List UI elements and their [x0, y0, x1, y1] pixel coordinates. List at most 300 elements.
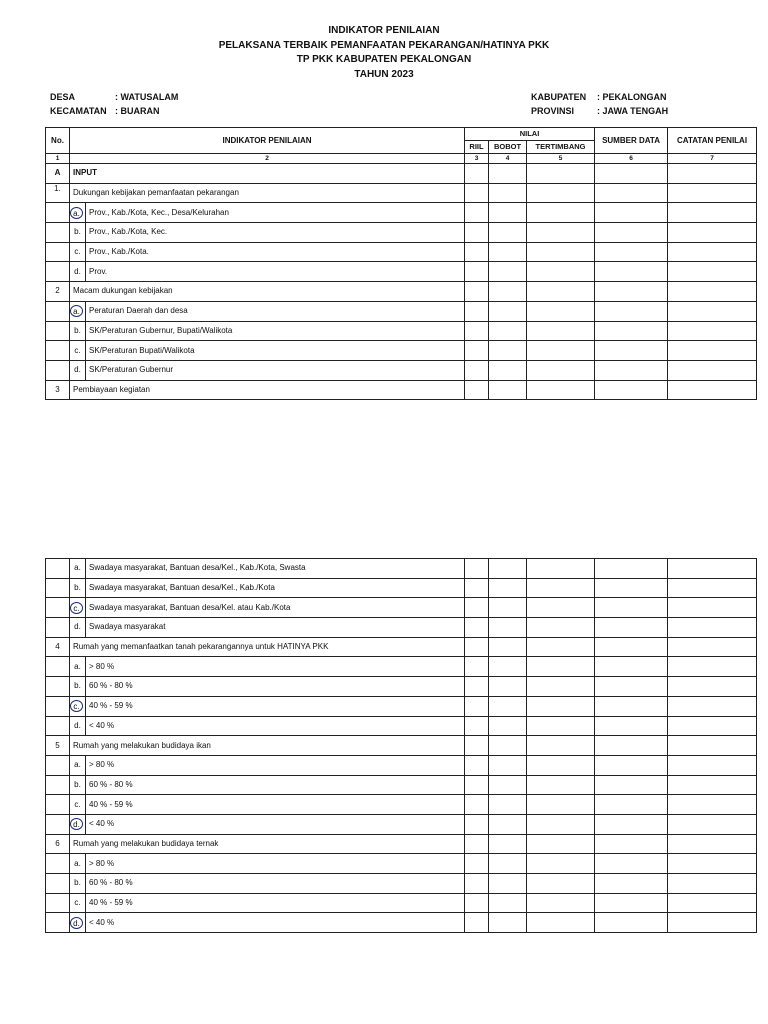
col-nilai-header: NILAI [465, 128, 595, 141]
col-number: 4 [489, 154, 527, 164]
option-row [46, 913, 757, 933]
catatan-cell[interactable] [668, 262, 757, 282]
question-text: Rumah yang memanfaatkan tanah pekarangannya untuk HATINYA PKK [70, 637, 465, 657]
catatan-cell[interactable] [668, 321, 757, 341]
option-text: SK/Peraturan Gubernur, Bupati/Walikota [86, 321, 465, 341]
col-bobot-header: BOBOT [489, 141, 527, 154]
option-spacer [46, 893, 70, 913]
catatan-cell[interactable] [668, 282, 757, 302]
sumber-cell[interactable] [595, 321, 668, 341]
question-no: 5 [46, 736, 70, 756]
option-spacer [46, 242, 70, 262]
option-text: 40 % - 59 % [86, 795, 465, 815]
option-spacer [46, 874, 70, 894]
bobot-cell[interactable] [489, 183, 527, 203]
tertimbang-cell[interactable] [527, 775, 595, 795]
bobot-cell[interactable] [489, 360, 527, 380]
option-row [46, 775, 757, 795]
option-row [46, 814, 757, 834]
question-no: 1. [46, 183, 70, 203]
catatan-cell[interactable] [668, 242, 757, 262]
option-spacer [46, 360, 70, 380]
catatan-cell[interactable] [668, 874, 757, 894]
riil-cell[interactable] [465, 657, 489, 677]
bobot-cell[interactable] [489, 164, 527, 184]
section-no: A [46, 164, 70, 184]
option-letter: a. [70, 755, 86, 775]
sumber-cell[interactable] [595, 578, 668, 598]
bobot-cell[interactable] [489, 716, 527, 736]
option-row [46, 696, 757, 716]
catatan-cell[interactable] [668, 578, 757, 598]
meta-left [50, 90, 178, 118]
sumber-cell[interactable] [595, 341, 668, 361]
option-letter: b. [70, 775, 86, 795]
option-letter: c. [70, 242, 86, 262]
selection-circle-icon: a. [70, 305, 83, 317]
riil-cell[interactable] [465, 360, 489, 380]
bobot-cell[interactable] [489, 223, 527, 243]
desa-label: DESA [50, 92, 76, 102]
option-row [46, 598, 757, 618]
desa-value: : WATUSALAM [115, 92, 179, 102]
selection-circle-icon: c. [70, 602, 83, 614]
question-row [46, 282, 757, 302]
sumber-cell[interactable] [595, 854, 668, 874]
tertimbang-cell[interactable] [527, 913, 595, 933]
catatan-cell[interactable] [668, 559, 757, 579]
option-spacer [46, 262, 70, 282]
tertimbang-cell[interactable] [527, 657, 595, 677]
option-spacer [46, 657, 70, 677]
option-spacer [46, 618, 70, 638]
option-letter: b. [70, 321, 86, 341]
option-spacer [46, 578, 70, 598]
riil-cell[interactable] [465, 262, 489, 282]
option-row [46, 657, 757, 677]
option-spacer [46, 716, 70, 736]
selection-circle-icon: d. [70, 818, 83, 830]
riil-cell[interactable] [465, 736, 489, 756]
riil-cell[interactable] [465, 282, 489, 302]
catatan-cell[interactable] [668, 854, 757, 874]
option-letter [70, 913, 86, 933]
kabupaten-label: KABUPATEN [531, 92, 587, 102]
option-letter [70, 598, 86, 618]
question-text: Dukungan kebijakan pemanfaatan pekarangan [70, 183, 465, 203]
option-text: Swadaya masyarakat, Bantuan desa/Kel., Kab./Kota [86, 578, 465, 598]
option-letter: d. [70, 618, 86, 638]
tertimbang-cell[interactable] [527, 321, 595, 341]
col-no-header: No. [46, 128, 70, 154]
catatan-cell[interactable] [668, 301, 757, 321]
title-line-3: TP PKK KABUPATEN PEKALONGAN [296, 54, 472, 65]
tertimbang-cell[interactable] [527, 559, 595, 579]
sumber-cell[interactable] [595, 834, 668, 854]
bobot-cell[interactable] [489, 874, 527, 894]
catatan-cell[interactable] [668, 341, 757, 361]
sumber-cell[interactable] [595, 282, 668, 302]
catatan-cell[interactable] [668, 380, 757, 400]
option-row [46, 578, 757, 598]
col-indikator-header: INDIKATOR PENILAIAN [70, 128, 465, 154]
bobot-cell[interactable] [489, 677, 527, 697]
catatan-cell[interactable] [668, 913, 757, 933]
bobot-cell[interactable] [489, 618, 527, 638]
tertimbang-cell[interactable] [527, 696, 595, 716]
riil-cell[interactable] [465, 321, 489, 341]
riil-cell[interactable] [465, 578, 489, 598]
tertimbang-cell[interactable] [527, 262, 595, 282]
catatan-cell[interactable] [668, 677, 757, 697]
sumber-cell[interactable] [595, 262, 668, 282]
sumber-cell[interactable] [595, 223, 668, 243]
bobot-cell[interactable] [489, 203, 527, 223]
tertimbang-cell[interactable] [527, 203, 595, 223]
col-number: 6 [595, 154, 668, 164]
sumber-cell[interactable] [595, 677, 668, 697]
bobot-cell[interactable] [489, 637, 527, 657]
option-text: SK/Peraturan Bupati/Walikota [86, 341, 465, 361]
option-text: 60 % - 80 % [86, 677, 465, 697]
option-spacer [46, 677, 70, 697]
bobot-cell[interactable] [489, 282, 527, 302]
sumber-cell[interactable] [595, 618, 668, 638]
riil-cell[interactable] [465, 834, 489, 854]
option-spacer [46, 696, 70, 716]
sumber-cell[interactable] [595, 360, 668, 380]
option-text: 40 % - 59 % [86, 893, 465, 913]
option-row [46, 716, 757, 736]
tertimbang-cell[interactable] [527, 814, 595, 834]
option-spacer [46, 223, 70, 243]
riil-cell[interactable] [465, 301, 489, 321]
assessment-table-page1 [45, 127, 757, 400]
bobot-cell[interactable] [489, 834, 527, 854]
catatan-cell[interactable] [668, 360, 757, 380]
option-row [46, 874, 757, 894]
col-number: 5 [527, 154, 595, 164]
bobot-cell[interactable] [489, 913, 527, 933]
option-text: > 80 % [86, 755, 465, 775]
title-line-1: INDIKATOR PENILAIAN [328, 25, 440, 36]
riil-cell[interactable] [465, 814, 489, 834]
sumber-cell[interactable] [595, 559, 668, 579]
riil-cell[interactable] [465, 755, 489, 775]
option-text: Prov., Kab./Kota, Kec., Desa/Kelurahan [86, 203, 465, 223]
sumber-cell[interactable] [595, 598, 668, 618]
tertimbang-cell[interactable] [527, 282, 595, 302]
col-number: 3 [465, 154, 489, 164]
col-number: 2 [70, 154, 465, 164]
sumber-cell[interactable] [595, 814, 668, 834]
sumber-cell[interactable] [595, 380, 668, 400]
assessment-table-page2 [45, 558, 757, 933]
option-letter: d. [70, 262, 86, 282]
option-text: Swadaya masyarakat [86, 618, 465, 638]
riil-cell[interactable] [465, 696, 489, 716]
riil-cell[interactable] [465, 559, 489, 579]
bobot-cell[interactable] [489, 657, 527, 677]
tertimbang-cell[interactable] [527, 242, 595, 262]
tertimbang-cell[interactable] [527, 380, 595, 400]
bobot-cell[interactable] [489, 814, 527, 834]
bobot-cell[interactable] [489, 262, 527, 282]
col-sumber-header: SUMBER DATA [595, 128, 668, 154]
tertimbang-cell[interactable] [527, 893, 595, 913]
sumber-cell[interactable] [595, 716, 668, 736]
riil-cell[interactable] [465, 223, 489, 243]
tertimbang-cell[interactable] [527, 834, 595, 854]
option-text: < 40 % [86, 716, 465, 736]
riil-cell[interactable] [465, 874, 489, 894]
tertimbang-cell[interactable] [527, 183, 595, 203]
riil-cell[interactable] [465, 203, 489, 223]
catatan-cell[interactable] [668, 893, 757, 913]
bobot-cell[interactable] [489, 854, 527, 874]
option-spacer [46, 795, 70, 815]
option-text: < 40 % [86, 814, 465, 834]
option-text: < 40 % [86, 913, 465, 933]
section-label: INPUT [70, 164, 465, 184]
catatan-cell[interactable] [668, 223, 757, 243]
sumber-cell[interactable] [595, 301, 668, 321]
tertimbang-cell[interactable] [527, 578, 595, 598]
sumber-cell[interactable] [595, 183, 668, 203]
bobot-cell[interactable] [489, 341, 527, 361]
option-row [46, 242, 757, 262]
riil-cell[interactable] [465, 893, 489, 913]
tertimbang-cell[interactable] [527, 223, 595, 243]
option-letter: d. [70, 360, 86, 380]
option-text: Prov., Kab./Kota, Kec. [86, 223, 465, 243]
sumber-cell[interactable] [595, 637, 668, 657]
tertimbang-cell[interactable] [527, 755, 595, 775]
catatan-cell[interactable] [668, 183, 757, 203]
riil-cell[interactable] [465, 598, 489, 618]
selection-circle-icon: c. [70, 700, 83, 712]
option-letter: b. [70, 677, 86, 697]
kecamatan-label: KECAMATAN [50, 106, 107, 116]
question-no: 6 [46, 834, 70, 854]
catatan-cell[interactable] [668, 598, 757, 618]
meta-right [531, 90, 668, 118]
riil-cell[interactable] [465, 637, 489, 657]
tertimbang-cell[interactable] [527, 618, 595, 638]
sumber-cell[interactable] [595, 164, 668, 184]
bobot-cell[interactable] [489, 559, 527, 579]
col-riil-header: RIIL [465, 141, 489, 154]
sumber-cell[interactable] [595, 657, 668, 677]
question-row [46, 834, 757, 854]
sumber-cell[interactable] [595, 242, 668, 262]
sumber-cell[interactable] [595, 696, 668, 716]
riil-cell[interactable] [465, 795, 489, 815]
catatan-cell[interactable] [668, 736, 757, 756]
bobot-cell[interactable] [489, 598, 527, 618]
question-text: Rumah yang melakukan budidaya ternak [70, 834, 465, 854]
catatan-cell[interactable] [668, 795, 757, 815]
riil-cell[interactable] [465, 716, 489, 736]
riil-cell[interactable] [465, 380, 489, 400]
option-row [46, 360, 757, 380]
sumber-cell[interactable] [595, 893, 668, 913]
bobot-cell[interactable] [489, 893, 527, 913]
question-row [46, 637, 757, 657]
catatan-cell[interactable] [668, 755, 757, 775]
col-number: 7 [668, 154, 757, 164]
tertimbang-cell[interactable] [527, 854, 595, 874]
option-row [46, 203, 757, 223]
option-spacer [46, 854, 70, 874]
bobot-cell[interactable] [489, 242, 527, 262]
bobot-cell[interactable] [489, 578, 527, 598]
sumber-cell[interactable] [595, 874, 668, 894]
riil-cell[interactable] [465, 775, 489, 795]
title-line-4: TAHUN 2023 [354, 68, 414, 80]
title-line-2: PELAKSANA TERBAIK PEMANFAATAN PEKARANGAN/HATINYA PKK [218, 39, 550, 51]
riil-cell[interactable] [465, 913, 489, 933]
option-spacer [46, 598, 70, 618]
option-text: 40 % - 59 % [86, 696, 465, 716]
option-text: > 80 % [86, 854, 465, 874]
column-number-row [46, 154, 757, 164]
option-letter [70, 301, 86, 321]
option-letter: d. [70, 716, 86, 736]
tertimbang-cell[interactable] [527, 341, 595, 361]
option-row [46, 795, 757, 815]
bobot-cell[interactable] [489, 696, 527, 716]
catatan-cell[interactable] [668, 716, 757, 736]
option-letter: a. [70, 559, 86, 579]
option-spacer [46, 341, 70, 361]
catatan-cell[interactable] [668, 814, 757, 834]
option-text: Prov., Kab./Kota. [86, 242, 465, 262]
option-spacer [46, 559, 70, 579]
catatan-cell[interactable] [668, 618, 757, 638]
riil-cell[interactable] [465, 854, 489, 874]
tertimbang-cell[interactable] [527, 716, 595, 736]
bobot-cell[interactable] [489, 795, 527, 815]
provinsi-value: : JAWA TENGAH [597, 106, 669, 116]
tertimbang-cell[interactable] [527, 637, 595, 657]
col-tertimbang-header: TERTIMBANG [527, 141, 595, 154]
kabupaten-value: : PEKALONGAN [597, 92, 667, 102]
question-text: Macam dukungan kebijakan [70, 282, 465, 302]
option-letter [70, 203, 86, 223]
kecamatan-value: : BUARAN [115, 106, 160, 116]
tertimbang-cell[interactable] [527, 301, 595, 321]
option-spacer [46, 913, 70, 933]
tertimbang-cell[interactable] [527, 598, 595, 618]
tertimbang-cell[interactable] [527, 164, 595, 184]
bobot-cell[interactable] [489, 301, 527, 321]
option-letter: b. [70, 874, 86, 894]
option-row [46, 223, 757, 243]
question-no: 2 [46, 282, 70, 302]
question-row [46, 736, 757, 756]
document-title-block [0, 24, 768, 82]
option-text: SK/Peraturan Gubernur [86, 360, 465, 380]
section-row [46, 164, 757, 184]
bobot-cell[interactable] [489, 380, 527, 400]
sumber-cell[interactable] [595, 755, 668, 775]
option-letter: a. [70, 657, 86, 677]
option-letter: b. [70, 223, 86, 243]
sumber-cell[interactable] [595, 736, 668, 756]
riil-cell[interactable] [465, 341, 489, 361]
bobot-cell[interactable] [489, 321, 527, 341]
catatan-cell[interactable] [668, 164, 757, 184]
option-spacer [46, 203, 70, 223]
option-row [46, 262, 757, 282]
sumber-cell[interactable] [595, 913, 668, 933]
option-row [46, 755, 757, 775]
tertimbang-cell[interactable] [527, 795, 595, 815]
riil-cell[interactable] [465, 183, 489, 203]
question-text: Rumah yang melakukan budidaya ikan [70, 736, 465, 756]
option-letter: a. [70, 854, 86, 874]
tertimbang-cell[interactable] [527, 677, 595, 697]
question-no: 4 [46, 637, 70, 657]
riil-cell[interactable] [465, 618, 489, 638]
tertimbang-cell[interactable] [527, 360, 595, 380]
tertimbang-cell[interactable] [527, 874, 595, 894]
option-row [46, 677, 757, 697]
option-row [46, 618, 757, 638]
sumber-cell[interactable] [595, 775, 668, 795]
option-row [46, 559, 757, 579]
option-letter: b. [70, 578, 86, 598]
selection-circle-icon: d. [70, 917, 83, 929]
bobot-cell[interactable] [489, 775, 527, 795]
question-row [46, 183, 757, 203]
catatan-cell[interactable] [668, 775, 757, 795]
option-row [46, 893, 757, 913]
sumber-cell[interactable] [595, 203, 668, 223]
option-letter: c. [70, 893, 86, 913]
option-row [46, 854, 757, 874]
col-catatan-header: CATATAN PENILAI [668, 128, 757, 154]
option-spacer [46, 321, 70, 341]
option-letter [70, 814, 86, 834]
provinsi-label: PROVINSI [531, 106, 575, 116]
option-text: > 80 % [86, 657, 465, 677]
option-text: Swadaya masyarakat, Bantuan desa/Kel. atau Kab./Kota [86, 598, 465, 618]
option-row [46, 341, 757, 361]
option-text: 60 % - 80 % [86, 874, 465, 894]
option-row [46, 321, 757, 341]
sumber-cell[interactable] [595, 795, 668, 815]
bobot-cell[interactable] [489, 755, 527, 775]
riil-cell[interactable] [465, 242, 489, 262]
option-spacer [46, 301, 70, 321]
catatan-cell[interactable] [668, 834, 757, 854]
question-no: 3 [46, 380, 70, 400]
tertimbang-cell[interactable] [527, 736, 595, 756]
selection-circle-icon: a. [70, 207, 83, 219]
option-letter: c. [70, 795, 86, 815]
catatan-cell[interactable] [668, 657, 757, 677]
riil-cell[interactable] [465, 164, 489, 184]
catatan-cell[interactable] [668, 203, 757, 223]
catatan-cell[interactable] [668, 696, 757, 716]
riil-cell[interactable] [465, 677, 489, 697]
bobot-cell[interactable] [489, 736, 527, 756]
option-spacer [46, 814, 70, 834]
option-text: 60 % - 80 % [86, 775, 465, 795]
catatan-cell[interactable] [668, 637, 757, 657]
